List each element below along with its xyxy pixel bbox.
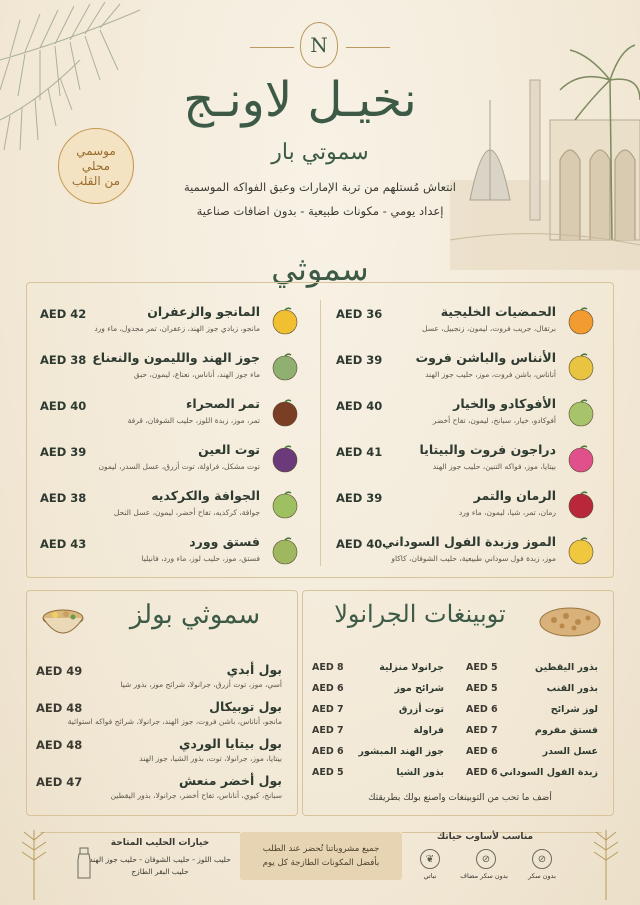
smoothie-ingredients: مانجو، زبادي جوز الهند، زعفران، تمر مجدول، ماء ورد bbox=[94, 324, 260, 333]
bowl-ingredients: سبانخ، كيوي، أناناس، تفاح أخضر، جرانولا، بذور اليقطين bbox=[110, 791, 282, 800]
coconut-icon bbox=[270, 352, 300, 382]
smoothie-item bbox=[336, 302, 596, 346]
smoothie-name: دراجون فروت والبيتايا bbox=[419, 442, 556, 457]
fresh-order-line-1: جميع مشروباتنا تُحضر عند الطلب bbox=[262, 844, 380, 854]
bowl-icon bbox=[40, 604, 86, 644]
smoothie-ingredients: فستق، موز، حليب لوز، ماء ورد، فانيليا bbox=[141, 554, 260, 563]
smoothie-name: الموز وزبدة الفول السوداني bbox=[382, 534, 556, 549]
bowl-price: AED 48 bbox=[36, 701, 83, 715]
smoothie-price: AED 40 bbox=[336, 399, 383, 413]
smoothie-name: توت العين bbox=[198, 442, 260, 457]
smoothie-ingredients: بيتايا، موز، فواكه التنين، حليب جوز الهند bbox=[432, 462, 556, 471]
bowl-ingredients: بيتايا، موز، جرانولا، توت، بذور الشيا، جوز الهند bbox=[139, 754, 282, 763]
fresh-order-line-2: بأفضل المكونات الطازجة كل يوم bbox=[262, 858, 380, 868]
wheat-right-illustration bbox=[586, 820, 626, 900]
pineapple-icon bbox=[566, 352, 596, 382]
lifestyle-badge bbox=[460, 849, 508, 880]
smoothie-ingredients: رمان، تمر، شيا، ليمون، ماء ورد bbox=[458, 508, 556, 517]
topping-item bbox=[466, 704, 598, 722]
bowl-ingredients: أسي، موز، توت أزرق، جرانولا، شرائح موز، بذور شيا bbox=[120, 680, 282, 689]
topping-name: لوز شرائح bbox=[550, 704, 598, 715]
smoothie-ingredients: أناناس، باشن فروت، موز، حليب جوز الهند bbox=[425, 370, 556, 379]
mango-icon bbox=[270, 306, 300, 336]
smoothie-ingredients: جوافة، كركديه، تفاح أخضر، ليمون، عسل النحل bbox=[113, 508, 260, 517]
lifestyle-badge bbox=[520, 849, 564, 880]
bowl-item bbox=[36, 662, 282, 696]
topping-price: AED 6 bbox=[312, 683, 344, 694]
smoothies-divider bbox=[320, 300, 321, 566]
berries-icon bbox=[270, 444, 300, 474]
smoothie-name: الجوافة والكركديه bbox=[151, 488, 260, 503]
pomegranate-icon bbox=[566, 490, 596, 520]
bowl-price: AED 49 bbox=[36, 664, 83, 678]
bowl-name: بول بيتايا الوردي bbox=[179, 736, 282, 751]
wheat-left-illustration bbox=[14, 820, 54, 900]
smoothie-ingredients: توت مشكل، فراولة، توت أزرق، عسل السدر، ليمون bbox=[98, 462, 260, 471]
topping-name: عسل السدر bbox=[542, 746, 598, 757]
smoothie-name: الحمضيات الخليجية bbox=[440, 304, 556, 319]
smoothie-ingredients: أفوكادو، خيار، سبانخ، ليمون، تفاح أخضر bbox=[432, 416, 556, 425]
smoothie-item bbox=[40, 302, 300, 346]
topping-price: AED 7 bbox=[466, 725, 498, 736]
lifestyle-label: بدون سكر مضاف bbox=[460, 872, 508, 880]
banana-icon bbox=[566, 536, 596, 566]
smoothie-ingredients: برتقال، جريب فروت، ليمون، زنجبيل، عسل bbox=[422, 324, 556, 333]
lifestyle-label: نباتي bbox=[423, 872, 437, 880]
logo-rule-left bbox=[250, 47, 294, 48]
topping-name: جوز الهند المبشور bbox=[358, 746, 444, 757]
bowls-title: سموثي بولز bbox=[129, 600, 261, 630]
bowl-name: بول توبيكال bbox=[209, 699, 282, 714]
bowl-item bbox=[36, 736, 282, 770]
smoothie-item bbox=[336, 440, 596, 484]
lifestyle-title: مناسب لأساوب حياتك bbox=[436, 832, 534, 842]
smoothie-ingredients: ماء جوز الهند، أناناس، نعناع، ليمون، حبق bbox=[133, 370, 260, 379]
tagline-features: إعداد يومي - مكونات طبيعية - بدون اضافات صناعية bbox=[196, 204, 444, 218]
topping-name: بذور الشيا bbox=[396, 767, 444, 778]
smoothie-name: الرمان والتمر bbox=[473, 488, 556, 503]
smoothie-item bbox=[40, 486, 300, 530]
smoothie-name: جوز الهند والليمون والنعناع bbox=[92, 350, 260, 365]
bowl-price: AED 48 bbox=[36, 738, 83, 752]
topping-item bbox=[312, 704, 444, 722]
pistachio-icon bbox=[270, 536, 300, 566]
smoothie-price: AED 38 bbox=[40, 491, 87, 505]
topping-price: AED 5 bbox=[466, 662, 498, 673]
cucumber-icon bbox=[566, 398, 596, 428]
dubai-skyline-illustration bbox=[450, 40, 640, 270]
smoothie-name: المانجو والزعفران bbox=[147, 304, 260, 319]
seasonal-seal bbox=[58, 128, 134, 204]
smoothie-name: تمر الصحراء bbox=[186, 396, 260, 411]
topping-item bbox=[466, 662, 598, 680]
topping-name: توت أزرق bbox=[398, 704, 444, 715]
topping-price: AED 6 bbox=[466, 746, 498, 757]
smoothie-price: AED 39 bbox=[336, 353, 383, 367]
smoothie-item bbox=[336, 532, 596, 576]
topping-price: AED 5 bbox=[312, 767, 344, 778]
smoothie-item bbox=[336, 486, 596, 530]
topping-name: بذور القنب bbox=[546, 683, 598, 694]
smoothie-item bbox=[40, 532, 300, 576]
topping-price: AED 6 bbox=[312, 746, 344, 757]
footer-rule-left bbox=[40, 832, 240, 833]
toppings-note: أضف ما تحب من التوبينغات واصنع بولك بطريقتك bbox=[368, 793, 552, 803]
logo-rule-right bbox=[346, 47, 390, 48]
bowl-name: بول أبدي bbox=[226, 662, 282, 677]
milk-options-line-1: حليب اللوز - حليب الشوفان - حليب جوز الهند bbox=[89, 855, 231, 864]
vegan-icon: ❦ bbox=[420, 849, 440, 869]
dragonfruit-icon bbox=[566, 444, 596, 474]
topping-name: فستق مفروم bbox=[534, 725, 598, 736]
bowl-item bbox=[36, 773, 282, 807]
fresh-order-banner bbox=[240, 832, 402, 880]
bowl-price: AED 47 bbox=[36, 775, 83, 789]
topping-price: AED 6 bbox=[466, 767, 498, 778]
smoothie-price: AED 42 bbox=[40, 307, 87, 321]
topping-item bbox=[466, 767, 598, 785]
smoothies-title: سموثي bbox=[271, 250, 369, 288]
topping-item bbox=[312, 662, 444, 680]
smoothie-name: الأفوكادو والخيار bbox=[453, 396, 556, 411]
topping-price: AED 5 bbox=[466, 683, 498, 694]
orange-icon bbox=[566, 306, 596, 336]
page-title: نخيـل لاونـج bbox=[183, 72, 417, 128]
smoothie-item bbox=[40, 440, 300, 484]
bowl-name: بول أخضر منعش bbox=[178, 773, 282, 788]
smoothie-price: AED 39 bbox=[40, 445, 87, 459]
smoothie-ingredients: موز، زبدة فول سوداني طبيعية، حليب الشوفان، كاكاو bbox=[391, 554, 556, 563]
smoothie-price: AED 36 bbox=[336, 307, 383, 321]
topping-price: AED 6 bbox=[466, 704, 498, 715]
topping-name: بذور اليقطين bbox=[535, 662, 598, 673]
bowl-item bbox=[36, 699, 282, 733]
granola-icon bbox=[538, 604, 602, 638]
smoothie-item bbox=[336, 348, 596, 392]
milk-options-title: خيارات الحليب المتاحة bbox=[110, 838, 210, 848]
smoothie-item bbox=[40, 394, 300, 438]
seal-line-3: من القلب bbox=[71, 173, 121, 188]
topping-item bbox=[466, 725, 598, 743]
smoothie-name: فستق وورد bbox=[189, 534, 260, 549]
lifestyle-badge bbox=[408, 849, 452, 880]
page-subtitle: سموتي بار bbox=[271, 140, 369, 165]
topping-item bbox=[312, 683, 444, 701]
smoothie-price: AED 40 bbox=[336, 537, 383, 551]
topping-name: شرائح موز bbox=[394, 683, 444, 694]
topping-item bbox=[466, 683, 598, 701]
smoothie-price: AED 38 bbox=[40, 353, 87, 367]
topping-name: زبدة الفول السوداني bbox=[499, 767, 598, 778]
smoothie-price: AED 41 bbox=[336, 445, 383, 459]
seal-line-2: محلي bbox=[81, 158, 111, 173]
topping-price: AED 8 bbox=[312, 662, 344, 673]
tagline: انتعاش مُستلهم من تربة الإمارات وعبق الفواكه الموسمية bbox=[184, 180, 456, 194]
brand-logo: N bbox=[300, 22, 338, 68]
topping-item bbox=[312, 746, 444, 764]
smoothie-item bbox=[336, 394, 596, 438]
no-sugar-icon: ⊘ bbox=[532, 849, 552, 869]
topping-item bbox=[312, 725, 444, 743]
smoothie-price: AED 39 bbox=[336, 491, 383, 505]
topping-price: AED 7 bbox=[312, 704, 344, 715]
topping-item bbox=[466, 746, 598, 764]
smoothie-item bbox=[40, 348, 300, 392]
bowl-ingredients: مانجو، أناناس، باشن فروت، جوز الهند، جرانولا، شرائح فواكه استوائية bbox=[67, 717, 282, 726]
seal-line-1: موسمي bbox=[76, 143, 116, 158]
guava-icon bbox=[270, 490, 300, 520]
topping-price: AED 7 bbox=[312, 725, 344, 736]
subtitle-block bbox=[220, 140, 420, 165]
lifestyle-label: بدون سكر bbox=[528, 872, 556, 880]
smoothie-ingredients: تمر، موز، زبدة اللوز، حليب الشوفان، قرفة bbox=[127, 416, 260, 425]
topping-name: جرانولا منزلية bbox=[379, 662, 444, 673]
dates-icon bbox=[270, 398, 300, 428]
topping-item bbox=[312, 767, 444, 785]
milk-bottle-icon bbox=[76, 846, 92, 880]
milk-options-line-2: حليب البقر الطازج bbox=[131, 867, 189, 876]
no-added-sugar-icon: ⊘ bbox=[476, 849, 496, 869]
smoothie-name: الأنناس والباشن فروت bbox=[415, 350, 556, 365]
smoothie-price: AED 43 bbox=[40, 537, 87, 551]
topping-name: فراولة bbox=[413, 725, 444, 736]
smoothie-price: AED 40 bbox=[40, 399, 87, 413]
toppings-title: توبينغات الجرانولا bbox=[334, 600, 506, 628]
